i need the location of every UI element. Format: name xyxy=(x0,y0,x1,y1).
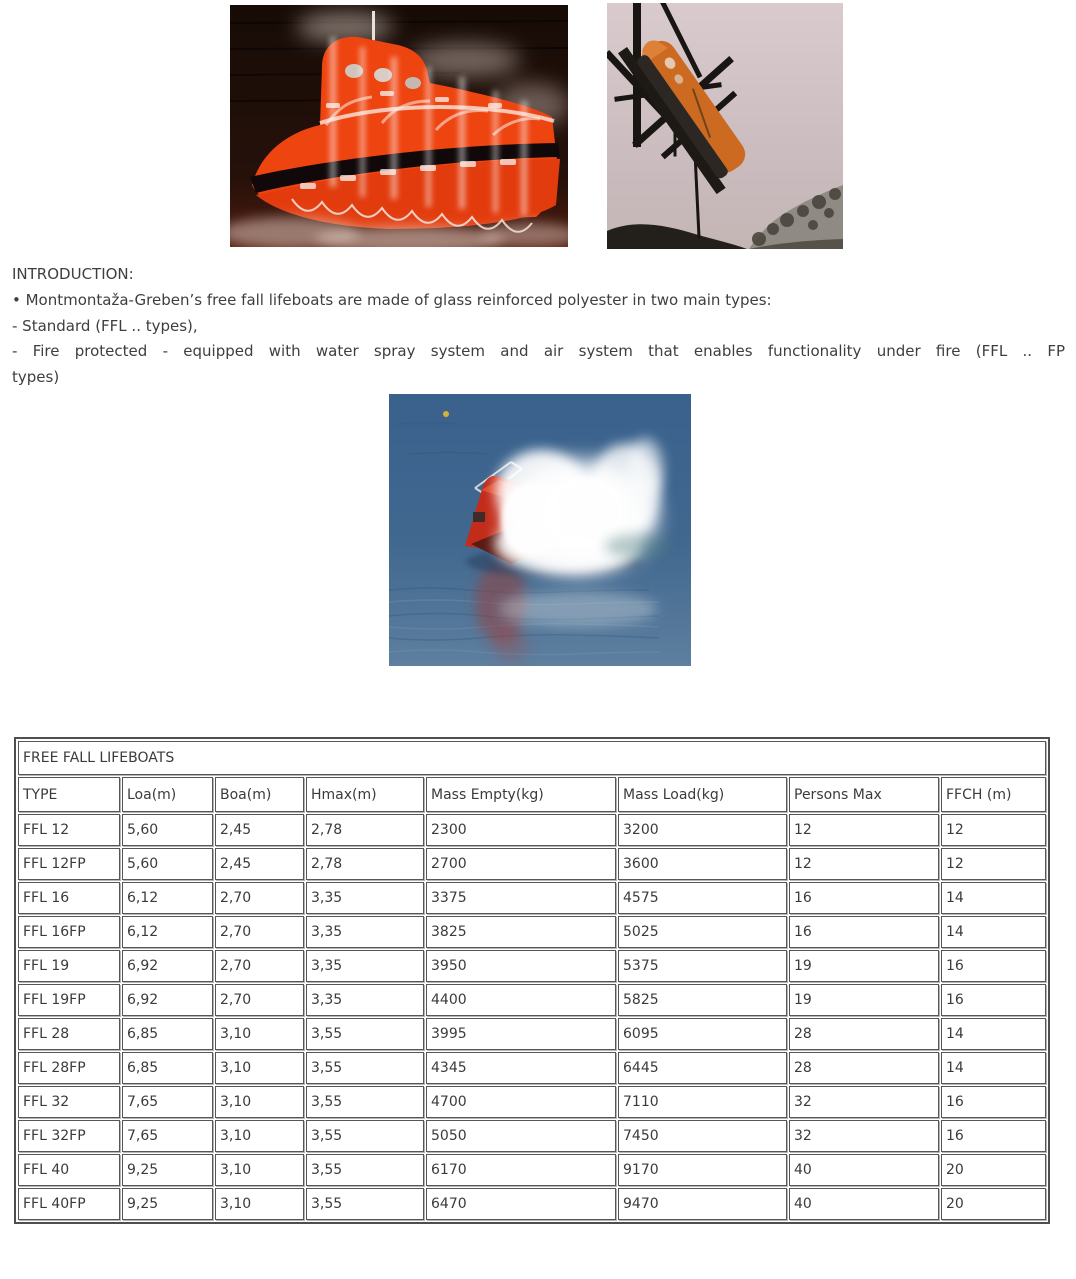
table-row xyxy=(18,1154,1046,1186)
table-cell-ffch: 16 xyxy=(941,1086,1046,1118)
table-row xyxy=(18,1052,1046,1084)
table-cell-persons: 40 xyxy=(789,1188,939,1220)
table-body xyxy=(18,814,1046,1220)
photo-lifeboat-spray-test-svg xyxy=(230,5,568,247)
table-cell-ffch: 14 xyxy=(941,882,1046,914)
table-cell-mass-empty: 5050 xyxy=(426,1120,616,1152)
photo-lifeboat-splashdown xyxy=(389,394,691,666)
table-cell-hmax: 3,55 xyxy=(306,1120,424,1152)
table-cell-mass-empty: 4400 xyxy=(426,984,616,1016)
table-cell-mass-empty: 3825 xyxy=(426,916,616,948)
table-cell-loa: 6,92 xyxy=(122,984,213,1016)
table-cell-mass-empty: 4700 xyxy=(426,1086,616,1118)
photo-lifeboat-launch-ramp xyxy=(607,3,843,249)
table-cell-persons: 32 xyxy=(789,1086,939,1118)
intro-heading: INTRODUCTION: xyxy=(12,265,134,283)
table-cell-persons: 16 xyxy=(789,882,939,914)
table-cell-type: FFL 12 xyxy=(18,814,120,846)
table-cell-persons: 19 xyxy=(789,950,939,982)
table-cell-mass-empty: 3375 xyxy=(426,882,616,914)
column-header-hmax: Hmax(m) xyxy=(306,777,424,812)
table-cell-type: FFL 12FP xyxy=(18,848,120,880)
table-cell-hmax: 3,55 xyxy=(306,1086,424,1118)
photo-lifeboat-splashdown-svg xyxy=(389,394,691,666)
table-row xyxy=(18,1018,1046,1050)
table-cell-mass-load: 9170 xyxy=(618,1154,787,1186)
table-cell-mass-load: 7110 xyxy=(618,1086,787,1118)
intro-fire-protected-wrap: types) xyxy=(12,368,60,387)
table-cell-ffch: 16 xyxy=(941,1120,1046,1152)
table-cell-mass-load: 6445 xyxy=(618,1052,787,1084)
intro-standard-line: - Standard (FFL .. types), xyxy=(12,316,198,335)
table-row xyxy=(18,984,1046,1016)
table-cell-loa: 6,12 xyxy=(122,916,213,948)
table-cell-mass-load: 6095 xyxy=(618,1018,787,1050)
table-cell-boa: 3,10 xyxy=(215,1018,304,1050)
column-header-boa: Boa(m) xyxy=(215,777,304,812)
table-cell-hmax: 3,55 xyxy=(306,1188,424,1220)
table-cell-ffch: 14 xyxy=(941,916,1046,948)
table-cell-mass-load: 7450 xyxy=(618,1120,787,1152)
table-cell-ffch: 20 xyxy=(941,1154,1046,1186)
table-row xyxy=(18,814,1046,846)
table-cell-type: FFL 16FP xyxy=(18,916,120,948)
table-cell-ffch: 20 xyxy=(941,1188,1046,1220)
table-cell-persons: 40 xyxy=(789,1154,939,1186)
column-header-type: TYPE xyxy=(18,777,120,812)
table-cell-mass-empty: 6470 xyxy=(426,1188,616,1220)
column-header-loa: Loa(m) xyxy=(122,777,213,812)
table-row xyxy=(18,882,1046,914)
table-cell-mass-load: 3600 xyxy=(618,848,787,880)
table-cell-loa: 6,85 xyxy=(122,1052,213,1084)
table-cell-loa: 7,65 xyxy=(122,1120,213,1152)
table-cell-boa: 3,10 xyxy=(215,1120,304,1152)
table-cell-mass-load: 5825 xyxy=(618,984,787,1016)
table-cell-persons: 12 xyxy=(789,814,939,846)
intro-bullet-line: • Montmontaža-Greben’s free fall lifeboats are made of glass reinforced polyester in two main types: xyxy=(12,290,772,309)
table-cell-hmax: 3,35 xyxy=(306,950,424,982)
table-cell-hmax: 3,35 xyxy=(306,882,424,914)
column-header-ffch: FFCH (m) xyxy=(941,777,1046,812)
table-cell-boa: 2,45 xyxy=(215,814,304,846)
table-cell-persons: 16 xyxy=(789,916,939,948)
table-cell-type: FFL 40 xyxy=(18,1154,120,1186)
table-cell-ffch: 14 xyxy=(941,1052,1046,1084)
table-cell-loa: 9,25 xyxy=(122,1154,213,1186)
table-cell-loa: 5,60 xyxy=(122,814,213,846)
column-header-mass-load: Mass Load(kg) xyxy=(618,777,787,812)
table-cell-mass-load: 5025 xyxy=(618,916,787,948)
table-cell-mass-empty: 3950 xyxy=(426,950,616,982)
table-cell-persons: 19 xyxy=(789,984,939,1016)
table-cell-boa: 2,70 xyxy=(215,882,304,914)
table-cell-type: FFL 19FP xyxy=(18,984,120,1016)
table-row xyxy=(18,916,1046,948)
table-cell-mass-empty: 2700 xyxy=(426,848,616,880)
table-cell-mass-load: 4575 xyxy=(618,882,787,914)
table-cell-loa: 6,12 xyxy=(122,882,213,914)
table-cell-persons: 32 xyxy=(789,1120,939,1152)
table-cell-boa: 3,10 xyxy=(215,1154,304,1186)
table-row xyxy=(18,1188,1046,1220)
mast xyxy=(372,11,375,41)
table-cell-ffch: 12 xyxy=(941,814,1046,846)
table-cell-boa: 2,70 xyxy=(215,916,304,948)
table-cell-type: FFL 19 xyxy=(18,950,120,982)
table-cell-boa: 2,70 xyxy=(215,984,304,1016)
table-row xyxy=(18,848,1046,880)
table-cell-ffch: 16 xyxy=(941,950,1046,982)
photo-lifeboat-spray-test xyxy=(230,5,568,247)
table-cell-loa: 6,92 xyxy=(122,950,213,982)
table-cell-mass-load: 3200 xyxy=(618,814,787,846)
table-row xyxy=(18,950,1046,982)
intro-section xyxy=(12,262,1065,391)
table-row xyxy=(18,1120,1046,1152)
table-cell-loa: 6,85 xyxy=(122,1018,213,1050)
table-cell-type: FFL 32 xyxy=(18,1086,120,1118)
table-cell-hmax: 3,55 xyxy=(306,1154,424,1186)
table-cell-boa: 3,10 xyxy=(215,1052,304,1084)
table-title-row xyxy=(18,741,1046,775)
table-cell-persons: 12 xyxy=(789,848,939,880)
table-cell-mass-empty: 3995 xyxy=(426,1018,616,1050)
table-cell-mass-load: 9470 xyxy=(618,1188,787,1220)
table-cell-loa: 5,60 xyxy=(122,848,213,880)
floating-marker xyxy=(443,411,449,417)
table-cell-hmax: 2,78 xyxy=(306,848,424,880)
table-cell-ffch: 12 xyxy=(941,848,1046,880)
table-cell-type: FFL 16 xyxy=(18,882,120,914)
table-cell-hmax: 2,78 xyxy=(306,814,424,846)
table-cell-type: FFL 28FP xyxy=(18,1052,120,1084)
column-header-persons: Persons Max xyxy=(789,777,939,812)
table-cell-boa: 3,10 xyxy=(215,1188,304,1220)
table-title: FREE FALL LIFEBOATS xyxy=(18,741,1046,775)
table-cell-boa: 2,45 xyxy=(215,848,304,880)
table-cell-mass-empty: 6170 xyxy=(426,1154,616,1186)
table-header-row xyxy=(18,777,1046,812)
wake-tint xyxy=(605,534,669,558)
intro-fire-protected-line: - Fire protected - equipped with water spray system and air system that enables functionality under fire (FFL .. FP xyxy=(12,342,1065,361)
table-cell-boa: 2,70 xyxy=(215,950,304,982)
column-header-mass-empty: Mass Empty(kg) xyxy=(426,777,616,812)
table-cell-boa: 3,10 xyxy=(215,1086,304,1118)
table-cell-type: FFL 28 xyxy=(18,1018,120,1050)
lifeboat-specs-table xyxy=(14,737,1050,1224)
table-cell-type: FFL 32FP xyxy=(18,1120,120,1152)
table-row xyxy=(18,1086,1046,1118)
table-cell-persons: 28 xyxy=(789,1018,939,1050)
table-cell-mass-load: 5375 xyxy=(618,950,787,982)
table-cell-type: FFL 40FP xyxy=(18,1188,120,1220)
photo-lifeboat-launch-ramp-svg xyxy=(607,3,843,249)
table-cell-loa: 9,25 xyxy=(122,1188,213,1220)
table-cell-mass-empty: 2300 xyxy=(426,814,616,846)
table-cell-hmax: 3,55 xyxy=(306,1018,424,1050)
table-cell-loa: 7,65 xyxy=(122,1086,213,1118)
table-cell-ffch: 14 xyxy=(941,1018,1046,1050)
table-cell-hmax: 3,35 xyxy=(306,916,424,948)
table-cell-hmax: 3,35 xyxy=(306,984,424,1016)
table-cell-ffch: 16 xyxy=(941,984,1046,1016)
table-cell-persons: 28 xyxy=(789,1052,939,1084)
table-cell-hmax: 3,55 xyxy=(306,1052,424,1084)
table-cell-mass-empty: 4345 xyxy=(426,1052,616,1084)
